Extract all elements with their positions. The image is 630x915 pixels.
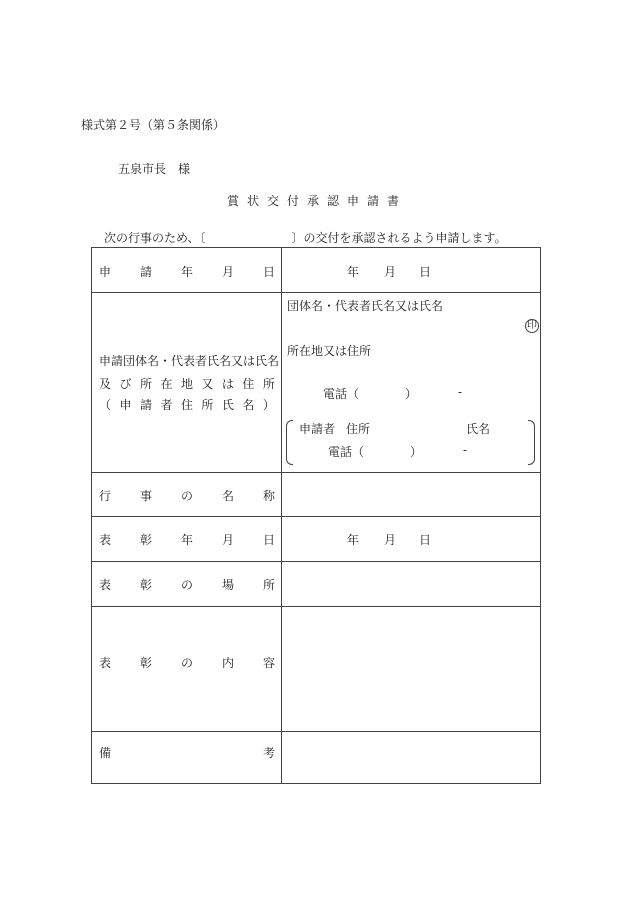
applicant-phone-dash: -: [463, 443, 468, 457]
applicant-phone-label: 電話（: [328, 445, 365, 459]
award-content-label: 表 彰 の 内 容: [99, 656, 275, 670]
application-day[interactable]: 日: [419, 265, 432, 279]
row-divider: [92, 516, 540, 517]
row-divider: [92, 472, 540, 473]
award-month[interactable]: 月: [384, 533, 397, 547]
applicant-label: 申請者: [299, 422, 336, 436]
remarks-label: 備 考: [99, 746, 275, 760]
intro-before: 次の行事のため、〔: [104, 231, 206, 245]
application-date-label: 申 請 年 月 日: [99, 265, 275, 279]
org-name-label: 団体名・代表者氏名又は氏名: [287, 299, 444, 313]
form-number: 様式第２号（第５条関係）: [81, 118, 226, 132]
award-day[interactable]: 日: [419, 533, 432, 547]
recipient: 五泉市長 様: [118, 162, 191, 176]
award-date-label: 表 彰 年 月 日: [99, 533, 275, 547]
applicant-label-line2: 及 び 所 在 地 又 は 住 所: [99, 377, 275, 391]
applicant-phone-close: ）: [410, 445, 423, 459]
event-name-label: 行 事 の 名 称: [99, 489, 275, 503]
document-title: 賞状交付承認申請書: [226, 194, 407, 208]
intro-after: 〕の交付を承認されるよう申請します。: [291, 231, 507, 245]
row-divider: [92, 292, 540, 293]
applicant-address-label: 住所: [346, 422, 371, 436]
row-divider: [92, 561, 540, 562]
application-month[interactable]: 月: [384, 265, 397, 279]
phone-label: 電話（: [323, 387, 360, 401]
row-divider: [92, 606, 540, 607]
bracket-left: [286, 420, 293, 465]
applicant-label-line1: 申請団体名・代表者氏名又は氏名: [99, 354, 280, 368]
application-table: [91, 247, 541, 784]
row-divider: [92, 731, 540, 732]
application-year[interactable]: 年: [347, 265, 360, 279]
bracket-right: [528, 420, 535, 465]
seal-mark: 印: [527, 320, 537, 331]
phone-dash: -: [458, 385, 463, 399]
applicant-label-line3: （ 申 請 者 住 所 氏 名 ）: [99, 398, 275, 412]
award-place-label: 表 彰 の 場 所: [99, 578, 275, 592]
intro-sentence: [104, 229, 507, 246]
award-year[interactable]: 年: [347, 533, 360, 547]
address-label: 所在地又は住所: [287, 344, 372, 358]
phone-close: ）: [405, 387, 418, 401]
applicant-name-label: 氏名: [466, 422, 491, 436]
